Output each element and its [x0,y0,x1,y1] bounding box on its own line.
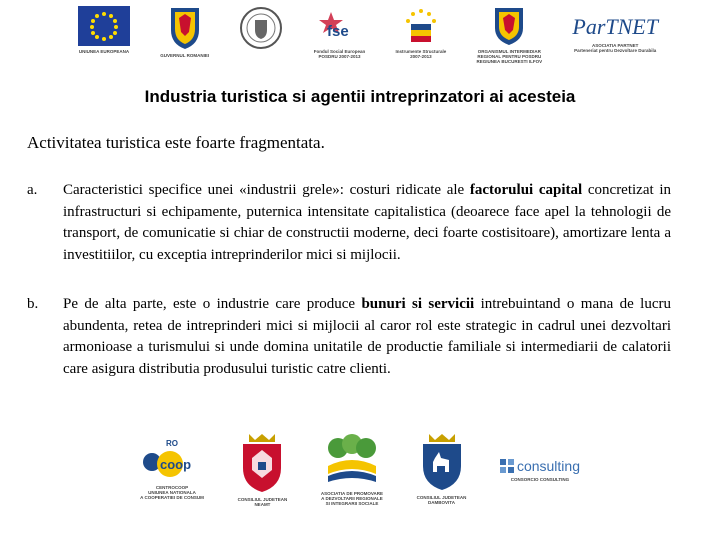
slide-title: Industria turistica si agentii intreprinzatori ai acesteia [144,87,576,106]
text-segment: Caracteristici specifice unei «industrii grele»: costuri ridicate ale [63,182,470,198]
list-item-text [63,294,671,380]
ministry-seal-logo [239,6,283,50]
centrocoop-logo [140,432,204,500]
header-logo-bar [78,6,658,78]
bold-term: bunuri si servicii [361,296,475,312]
romanian-government-logo [160,6,209,58]
eu-flag-icon [78,6,130,46]
logo-caption: ASOCIATIA DE PROMOVARE A DEZVOLTARII REGIONALE SI INTEGRARII SOCIALE [320,491,384,506]
svg-text:fse: fse [327,23,350,40]
footer-logo-bar [140,432,580,532]
structural-instruments-logo [396,6,447,59]
logo-caption: UNIUNEA EUROPEANA [78,49,130,54]
logo-caption: ASOCIATIA PARTNET Parteneriat pentru Dezvoltare Durabila [574,43,657,53]
coop-icon [140,432,204,482]
eu-flag-logo [78,6,130,54]
consulting-wordmark: consulting [516,458,580,474]
regional-association-icon [322,432,382,488]
logo-caption: CONSILIUL JUDETEAN DAMBOVITA [416,495,467,505]
list-marker: b. [27,296,39,312]
bold-term: factorului capital [469,182,583,198]
neamt-county-logo [238,432,288,507]
svg-text:RO: RO [166,439,178,448]
oirposdru-logo [477,6,543,64]
consulting-logo [500,458,580,482]
dambovita-county-logo [417,432,467,505]
logo-caption: Instrumente Structurale 2007-2013 [395,49,447,59]
text-segment: intrebuintand o mana de lucru abundenta, retea de intreprinderi mici si mijlocii al caror rol este strategic in cadrul unei dezvoltari armonioase a turismului si unde domina unitatile de productie familiale si intermediarii de calatorii care asigura distributia produsului turistic catre clienti. [63,296,671,377]
fse-star-icon [317,6,361,46]
partnet-logo [572,6,658,53]
logo-caption: GUVERNUL ROMANIEI [160,53,210,58]
structural-instruments-icon [399,6,443,46]
logo-caption: CONSILIUL JUDETEAN NEAMT [237,497,288,507]
list-item [27,180,671,266]
list-marker: a. [27,182,38,198]
coat-of-arms-icon [492,6,526,46]
logo-caption: CONSORCIO CONSULTING [510,477,570,482]
partnet-wordmark: ParTNET [572,14,658,39]
logo-caption: CENTROCOOP UNIUNEA NATIONALA A COOPERATIEI DE CONSUM [140,485,204,500]
svg-text:coop: coop [160,457,192,472]
adrdn-logo [321,432,383,506]
list-item-text [63,180,671,266]
round-seal-icon [239,6,283,50]
fse-logo [314,6,366,59]
logo-caption: Fondul Social European POSDRU 2007-2013 [313,49,366,59]
county-coat-of-arms-icon [239,432,285,494]
logo-caption: ORGANISMUL INTERMEDIAR REGIONAL PENTRU POSDRU REGIUNEA BUCURESTI ILFOV [476,49,543,64]
text-segment: Pe de alta parte, este o industrie care produce [63,296,362,312]
county-coat-of-arms-icon [419,432,465,492]
text-segment: concretizat in infrastructuri si echipamente, puternica intensitate capitalistica (deoarece face apel la tehnologii de transport, de comunicatie si chiar de constructii moderne, deci foarte costisitoare), amortizare lenta a investitiilor, cu exceptia intreprinderilor mici si mijlocii. [63,182,671,263]
list-item [27,294,671,380]
coat-of-arms-icon [168,6,202,50]
consulting-mark-icon [500,459,514,473]
intro-text: Activitatea turistica este foarte fragmentata. [27,133,325,152]
